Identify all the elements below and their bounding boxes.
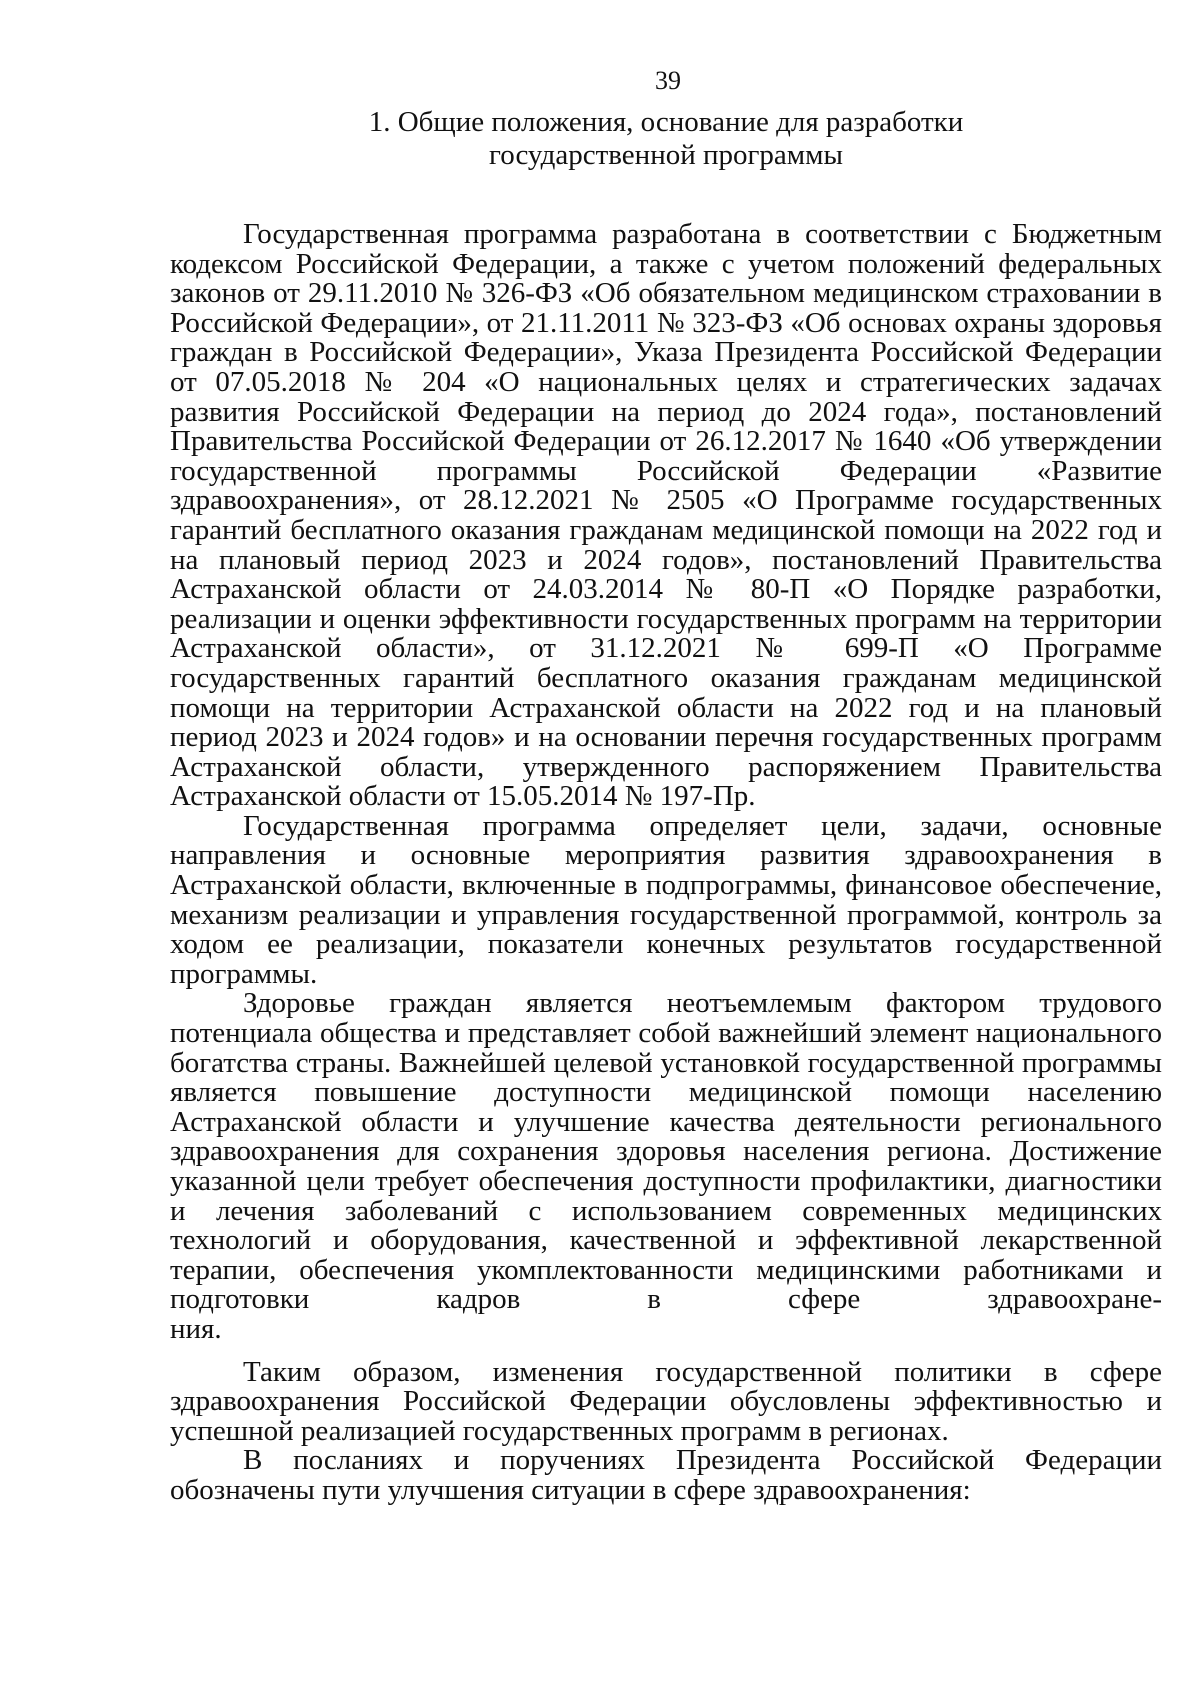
section-heading-line-1: 1. Общие положения, основание для разработки <box>368 106 964 138</box>
paragraph-program-scope: Государственная программа определяет цели, задачи, основные направления и основные мероприятия развития здравоохранения в Астраханской области, включенные в подпрограммы, финансовое обеспечение, механизм реализации и управления государственной программой, контроль за ходом ее реализации, показатели конечных результатов государственной программы. <box>170 809 1162 990</box>
paragraph-health-goals: Здоровье граждан является неотъемлемым фактором трудового потенциала общества и представляет собой важнейший элемент национального богатства страны. Важнейшей целевой установкой государственной программы является повышение доступности медицинской помощи населению Астраханской области и улучшение качества деятельности регионального здравоохранения для сохранения здоровья населения региона. Достижение указанной цели требует обеспечения доступности профилактики, диагностики и лечения заболеваний с использованием современных медицинских технологий и оборудования, качественной и эффективной лекарственной терапии, обеспечения укомплектованности медицинскими работниками и подготовки кадров в сфере здравоохране- <box>170 987 1162 1316</box>
document-body <box>170 220 1162 1506</box>
section-heading-line-2: государственной программы <box>489 139 843 171</box>
paragraph-president-messages: В посланиях и поручениях Президента Российской Федерации обозначены пути улучшения ситуации в сфере здравоохранения: <box>170 1444 1162 1506</box>
page-number: 39 <box>655 66 681 95</box>
paragraph-legal-basis: Государственная программа разработана в соответствии с Бюджетным кодексом Российской Федерации, а также с учетом положений федеральных законов от 29.11.2010 № 326-ФЗ «Об обязательном медицинском страховании в Российской Федерации», от 21.11.2011 № 323-ФЗ «Об основах охраны здоровья граждан в Российской Федерации», Указа Президента Российской Федерации от 07.05.2018 № 204 «О национальных целях и стратегических задачах развития Российской Федерации на период до 2024 года», постановлений Правительства Российской Федерации от 26.12.2017 № 1640 «Об утверждении государственной программы Российской Федерации «Развитие здравоохранения», от 28.12.2021 № 2505 «О Программе государственных гарантий бесплатного оказания гражданам медицинской помощи на 2022 год и на плановый период 2023 и 2024 годов», постановлений Правительства Астраханской области от 24.03.2014 № 80-П «О Порядке разработки, реализации и оценки эффективности государственных программ на территории Астраханской области», от 31.12.2021 № 699-П «О Программе государственных гарантий бесплатного оказания гражданам медицинской помощи на территории Астраханской области на 2022 год и на плановый период 2023 и 2024 годов» и на основании перечня государственных программ Астраханской области, утвержденного распоряжением Правительства Астраханской области от 15.05.2014 № 197-Пр. <box>170 218 1162 813</box>
paragraph-policy-changes: Таким образом, изменения государственной политики в сфере здравоохранения Российской Федерации обусловлены эффективностью и успешной реализацией государственных программ в регионах. <box>170 1355 1162 1447</box>
paragraph-health-goals-end: ния. <box>170 1312 222 1345</box>
section-heading <box>170 106 1162 172</box>
